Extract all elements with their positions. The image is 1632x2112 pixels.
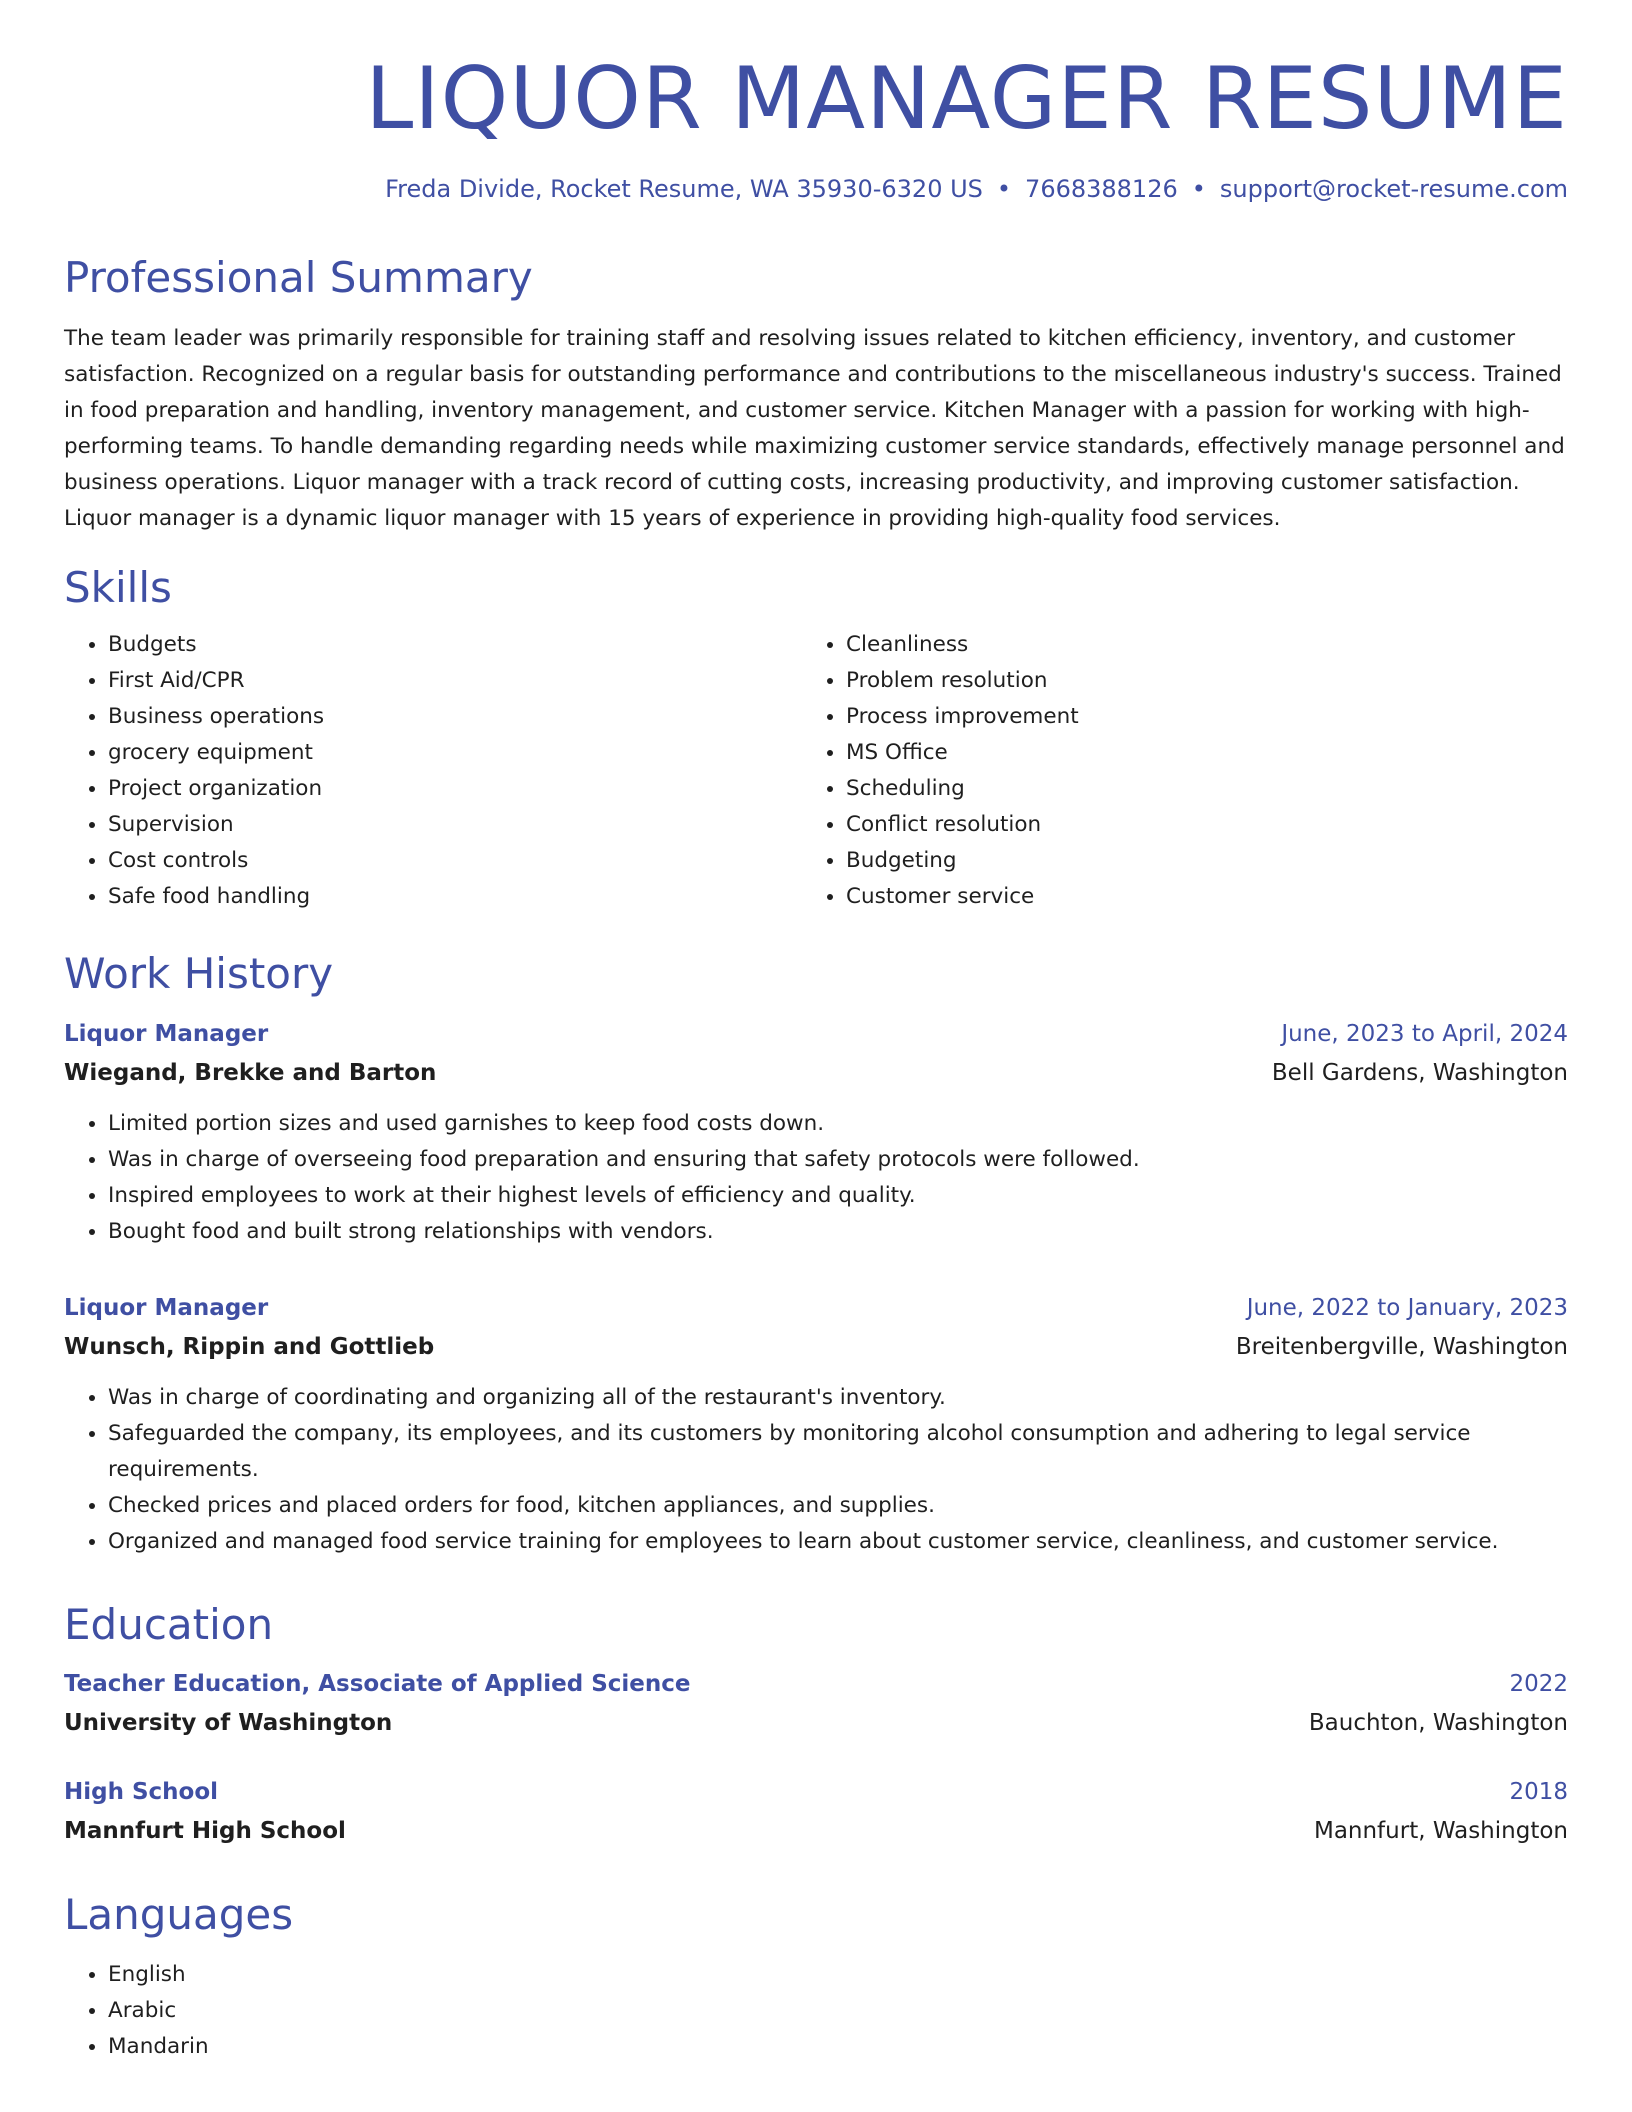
job-title: Liquor Manager [64, 1294, 269, 1321]
job-title-row [64, 1014, 1568, 1054]
resume-title: LIQUOR MANAGER RESUME [365, 49, 1568, 149]
skill-item: • First Aid/CPR [108, 663, 802, 699]
contact-line [64, 175, 1568, 203]
education-degree: High School [64, 1779, 219, 1806]
skill-item: • Business operations [108, 699, 802, 735]
skill-item: • Scheduling [846, 771, 1079, 807]
education-school: Mannfurt High School [64, 1818, 346, 1845]
section-heading: Languages [64, 1890, 294, 1940]
education-location: Mannfurt, Washington [1313, 1818, 1568, 1845]
job-location: Breitenbergville, Washington [1235, 1333, 1568, 1360]
contact-email[interactable]: support@rocket-resume.com [1219, 174, 1568, 203]
skill-item: • Project organization [108, 771, 802, 807]
education-year: 2022 [1509, 1671, 1568, 1698]
job-dates: June, 2022 to January, 2023 [1246, 1294, 1568, 1321]
job-bullet: • Bought food and built strong relationships with vendors. [108, 1214, 1568, 1250]
skill-item: • Safe food handling [108, 879, 802, 915]
skill-item: • Problem resolution [846, 663, 1079, 699]
education-entry [64, 1772, 1568, 1850]
job-entry [64, 1288, 1568, 1560]
education-location: Bauchton, Washington [1308, 1710, 1568, 1737]
job-company: Wiegand, Brekke and Barton [64, 1059, 437, 1086]
section-skills [64, 563, 1568, 915]
education-degree: Teacher Education, Associate of Applied Science [64, 1671, 691, 1698]
skills-list-right [802, 627, 1079, 915]
job-company-row [64, 1054, 1568, 1092]
education-degree-row [64, 1772, 1568, 1812]
skill-item: • Customer service [846, 879, 1079, 915]
languages-list [64, 1957, 1568, 2065]
language-item: • Arabic [108, 1993, 1568, 2029]
job-dates: June, 2023 to April, 2024 [1281, 1020, 1568, 1047]
skill-item: • Process improvement [846, 699, 1079, 735]
summary-text: The team leader was primarily responsible for training staff and resolving issues related to kitchen efficiency, inventory, and customer satisfaction. Recognized on a regular basis for outstanding performance and contributions to the miscellaneous industry's success. Trained in food preparation and handling, inventory management, and customer service. Kitchen Manager with a passion for working with high-performing teams. To handle demanding regarding needs while maximizing customer service standards, effectively manage personnel and business operations. Liquor manager with a track record of cutting costs, increasing productivity, and improving customer satisfaction. Liquor manager is a dynamic liquor manager with 15 years of experience in providing high-quality food services. [64, 325, 1565, 531]
education-school-row [64, 1812, 1568, 1850]
language-item: • English [108, 1957, 1568, 1993]
section-languages [64, 1890, 1568, 2064]
job-company-row [64, 1328, 1568, 1366]
section-heading: Skills [64, 562, 172, 612]
job-title: Liquor Manager [64, 1020, 269, 1047]
job-bullets [64, 1380, 1568, 1560]
job-bullets [64, 1106, 1568, 1250]
skill-item: • grocery equipment [108, 735, 802, 771]
job-location: Bell Gardens, Washington [1271, 1059, 1568, 1086]
section-heading: Professional Summary [64, 252, 533, 302]
job-bullet: • Was in charge of overseeing food preparation and ensuring that safety protocols were followed. [108, 1142, 1568, 1178]
job-entry [64, 1014, 1568, 1250]
skills-list-left [64, 627, 802, 915]
skill-item: • MS Office [846, 735, 1079, 771]
job-bullet: • Inspired employees to work at their highest levels of efficiency and quality. [108, 1178, 1568, 1214]
section-work-history [64, 949, 1568, 1559]
skill-item: • Conflict resolution [846, 807, 1079, 843]
section-heading: Work History [64, 949, 334, 999]
contact-separator: • [1191, 174, 1206, 203]
skill-item: • Budgets [108, 627, 802, 663]
education-school-row [64, 1704, 1568, 1742]
education-degree-row [64, 1664, 1568, 1704]
job-title-row [64, 1288, 1568, 1328]
section-education [64, 1600, 1568, 1850]
section-heading: Education [64, 1599, 274, 1649]
job-bullet: • Safeguarded the company, its employees, and its customers by monitoring alcohol consumption and adhering to legal service requirements. [108, 1416, 1568, 1488]
job-bullet: • Organized and managed food service training for employees to learn about customer service, cleanliness, and customer service. [108, 1524, 1568, 1560]
language-item: • Mandarin [108, 2029, 1568, 2065]
job-bullet: • Limited portion sizes and used garnishes to keep food costs down. [108, 1106, 1568, 1142]
skill-item: • Supervision [108, 807, 802, 843]
contact-address: Freda Divide, Rocket Resume, WA 35930-6320 US [385, 174, 983, 203]
job-bullet: • Checked prices and placed orders for food, kitchen appliances, and supplies. [108, 1488, 1568, 1524]
section-professional-summary [64, 253, 1568, 537]
skill-item: • Cleanliness [846, 627, 1079, 663]
education-entry [64, 1664, 1568, 1742]
job-bullet: • Was in charge of coordinating and organizing all of the restaurant's inventory. [108, 1380, 1568, 1416]
skill-item: • Budgeting [846, 843, 1079, 879]
job-company: Wunsch, Rippin and Gottlieb [64, 1333, 435, 1360]
skills-columns [64, 627, 1568, 915]
education-school: University of Washington [64, 1710, 393, 1737]
education-year: 2018 [1509, 1779, 1568, 1806]
skill-item: • Cost controls [108, 843, 802, 879]
contact-separator: • [996, 174, 1012, 203]
contact-phone[interactable]: 7668388126 [1025, 174, 1178, 203]
